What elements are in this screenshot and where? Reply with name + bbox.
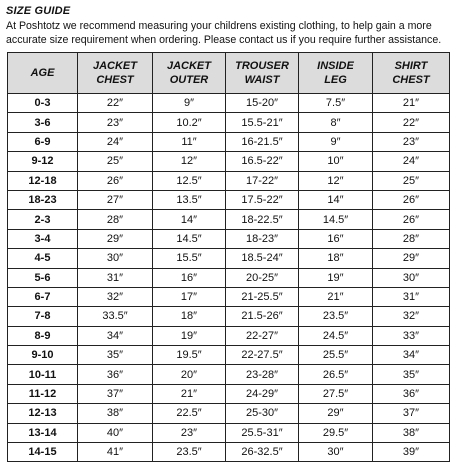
table-row [8, 171, 450, 190]
cell-jacket-outer: 18″ [153, 307, 226, 326]
header-inside-leg [299, 53, 373, 94]
cell-age: 11-12 [8, 384, 78, 403]
cell-jacket-chest: 34″ [78, 326, 153, 345]
cell-jacket-outer: 21″ [153, 384, 226, 403]
cell-inside-leg: 10″ [299, 152, 373, 171]
cell-trouser-waist: 22-27″ [226, 326, 299, 345]
cell-jacket-chest: 40″ [78, 423, 153, 442]
size-table-body [8, 94, 450, 462]
table-row [8, 404, 450, 423]
table-row [8, 423, 450, 442]
cell-inside-leg: 25.5″ [299, 346, 373, 365]
cell-jacket-outer: 19.5″ [153, 346, 226, 365]
cell-shirt-chest: 28″ [373, 229, 450, 248]
cell-inside-leg: 29.5″ [299, 423, 373, 442]
cell-age: 5-6 [8, 268, 78, 287]
cell-jacket-chest: 33.5″ [78, 307, 153, 326]
cell-jacket-outer: 17″ [153, 287, 226, 306]
cell-trouser-waist: 16-21.5″ [226, 132, 299, 151]
cell-jacket-outer: 15.5″ [153, 249, 226, 268]
cell-trouser-waist: 24-29″ [226, 384, 299, 403]
cell-inside-leg: 26.5″ [299, 365, 373, 384]
cell-trouser-waist: 15.5-21″ [226, 113, 299, 132]
cell-trouser-waist: 22-27.5″ [226, 346, 299, 365]
cell-trouser-waist: 16.5-22″ [226, 152, 299, 171]
cell-age: 12-13 [8, 404, 78, 423]
cell-age: 3-4 [8, 229, 78, 248]
header-line: AGE [30, 67, 55, 79]
cell-shirt-chest: 26″ [373, 190, 450, 209]
header-line: CHEST [392, 74, 430, 86]
cell-age: 9-10 [8, 346, 78, 365]
cell-shirt-chest: 36″ [373, 384, 450, 403]
cell-shirt-chest: 38″ [373, 423, 450, 442]
cell-jacket-outer: 23.5″ [153, 443, 226, 462]
header-trouser-waist [226, 53, 299, 94]
cell-jacket-chest: 37″ [78, 384, 153, 403]
header-line: SHIRT [394, 60, 428, 72]
cell-shirt-chest: 21″ [373, 94, 450, 113]
cell-trouser-waist: 25.5-31″ [226, 423, 299, 442]
cell-jacket-chest: 23″ [78, 113, 153, 132]
table-row [8, 346, 450, 365]
cell-jacket-chest: 38″ [78, 404, 153, 423]
cell-jacket-outer: 23″ [153, 423, 226, 442]
cell-inside-leg: 29″ [299, 404, 373, 423]
header-line: LEG [324, 74, 347, 86]
cell-shirt-chest: 39″ [373, 443, 450, 462]
cell-jacket-chest: 41″ [78, 443, 153, 462]
header-jacket-outer [153, 53, 226, 94]
cell-jacket-outer: 14″ [153, 210, 226, 229]
header-line: WAIST [244, 74, 280, 86]
cell-trouser-waist: 25-30″ [226, 404, 299, 423]
cell-jacket-outer: 22.5″ [153, 404, 226, 423]
cell-jacket-chest: 26″ [78, 171, 153, 190]
cell-inside-leg: 14.5″ [299, 210, 373, 229]
cell-shirt-chest: 30″ [373, 268, 450, 287]
table-row [8, 249, 450, 268]
cell-trouser-waist: 18-22.5″ [226, 210, 299, 229]
table-header-row [8, 53, 450, 94]
table-row [8, 229, 450, 248]
table-row [8, 384, 450, 403]
header-line: JACKET [92, 60, 137, 72]
header-line: OUTER [169, 74, 209, 86]
cell-age: 9-12 [8, 152, 78, 171]
cell-age: 6-9 [8, 132, 78, 151]
cell-shirt-chest: 23″ [373, 132, 450, 151]
cell-trouser-waist: 21-25.5″ [226, 287, 299, 306]
cell-jacket-outer: 10.2″ [153, 113, 226, 132]
cell-trouser-waist: 18-23″ [226, 229, 299, 248]
cell-age: 13-14 [8, 423, 78, 442]
cell-shirt-chest: 33″ [373, 326, 450, 345]
cell-inside-leg: 9″ [299, 132, 373, 151]
cell-age: 0-3 [8, 94, 78, 113]
cell-age: 6-7 [8, 287, 78, 306]
cell-inside-leg: 18″ [299, 249, 373, 268]
cell-shirt-chest: 31″ [373, 287, 450, 306]
cell-jacket-chest: 36″ [78, 365, 153, 384]
cell-age: 14-15 [8, 443, 78, 462]
cell-trouser-waist: 17.5-22″ [226, 190, 299, 209]
table-row [8, 443, 450, 462]
cell-trouser-waist: 21.5-26″ [226, 307, 299, 326]
cell-age: 2-3 [8, 210, 78, 229]
cell-trouser-waist: 20-25″ [226, 268, 299, 287]
cell-inside-leg: 14″ [299, 190, 373, 209]
cell-age: 10-11 [8, 365, 78, 384]
cell-shirt-chest: 29″ [373, 249, 450, 268]
cell-trouser-waist: 18.5-24″ [226, 249, 299, 268]
cell-inside-leg: 12″ [299, 171, 373, 190]
cell-age: 3-6 [8, 113, 78, 132]
cell-shirt-chest: 35″ [373, 365, 450, 384]
table-row [8, 287, 450, 306]
table-row [8, 94, 450, 113]
cell-jacket-chest: 22″ [78, 94, 153, 113]
cell-shirt-chest: 37″ [373, 404, 450, 423]
header-jacket-chest [78, 53, 153, 94]
table-row [8, 113, 450, 132]
table-row [8, 210, 450, 229]
header-shirt-chest [373, 53, 450, 94]
header-line: CHEST [96, 74, 134, 86]
cell-jacket-outer: 9″ [153, 94, 226, 113]
cell-jacket-chest: 35″ [78, 346, 153, 365]
cell-jacket-outer: 11″ [153, 132, 226, 151]
cell-jacket-outer: 14.5″ [153, 229, 226, 248]
cell-jacket-chest: 27″ [78, 190, 153, 209]
cell-age: 4-5 [8, 249, 78, 268]
cell-jacket-outer: 20″ [153, 365, 226, 384]
size-table [7, 52, 450, 462]
header-line: JACKET [166, 60, 211, 72]
cell-inside-leg: 21″ [299, 287, 373, 306]
table-row [8, 152, 450, 171]
header-line: INSIDE [317, 60, 354, 72]
cell-trouser-waist: 15-20″ [226, 94, 299, 113]
cell-inside-leg: 24.5″ [299, 326, 373, 345]
table-row [8, 190, 450, 209]
cell-shirt-chest: 32″ [373, 307, 450, 326]
cell-inside-leg: 16″ [299, 229, 373, 248]
cell-shirt-chest: 25″ [373, 171, 450, 190]
table-row [8, 132, 450, 151]
page-title: SIZE GUIDE [6, 5, 71, 17]
cell-jacket-outer: 13.5″ [153, 190, 226, 209]
cell-jacket-chest: 25″ [78, 152, 153, 171]
cell-inside-leg: 8″ [299, 113, 373, 132]
cell-jacket-chest: 30″ [78, 249, 153, 268]
cell-shirt-chest: 22″ [373, 113, 450, 132]
cell-age: 7-8 [8, 307, 78, 326]
cell-inside-leg: 23.5″ [299, 307, 373, 326]
cell-shirt-chest: 24″ [373, 152, 450, 171]
cell-trouser-waist: 26-32.5″ [226, 443, 299, 462]
cell-trouser-waist: 17-22″ [226, 171, 299, 190]
cell-inside-leg: 7.5″ [299, 94, 373, 113]
header-age [8, 53, 78, 94]
table-row [8, 268, 450, 287]
header-line: TROUSER [235, 60, 289, 72]
table-row [8, 307, 450, 326]
cell-jacket-chest: 31″ [78, 268, 153, 287]
cell-jacket-outer: 19″ [153, 326, 226, 345]
cell-age: 12-18 [8, 171, 78, 190]
cell-jacket-outer: 16″ [153, 268, 226, 287]
cell-trouser-waist: 23-28″ [226, 365, 299, 384]
cell-jacket-chest: 29″ [78, 229, 153, 248]
cell-age: 8-9 [8, 326, 78, 345]
cell-jacket-chest: 28″ [78, 210, 153, 229]
cell-shirt-chest: 26″ [373, 210, 450, 229]
cell-age: 18-23 [8, 190, 78, 209]
cell-inside-leg: 27.5″ [299, 384, 373, 403]
table-row [8, 326, 450, 345]
table-row [8, 365, 450, 384]
cell-shirt-chest: 34″ [373, 346, 450, 365]
cell-jacket-chest: 32″ [78, 287, 153, 306]
cell-inside-leg: 19″ [299, 268, 373, 287]
intro-text: At Poshtotz we recommend measuring your childrens existing clothing, to help gain a more accurate size requirement when ordering. Please contact us if you require further assistance. [6, 20, 442, 46]
cell-jacket-chest: 24″ [78, 132, 153, 151]
cell-inside-leg: 30″ [299, 443, 373, 462]
cell-jacket-outer: 12.5″ [153, 171, 226, 190]
cell-jacket-outer: 12″ [153, 152, 226, 171]
